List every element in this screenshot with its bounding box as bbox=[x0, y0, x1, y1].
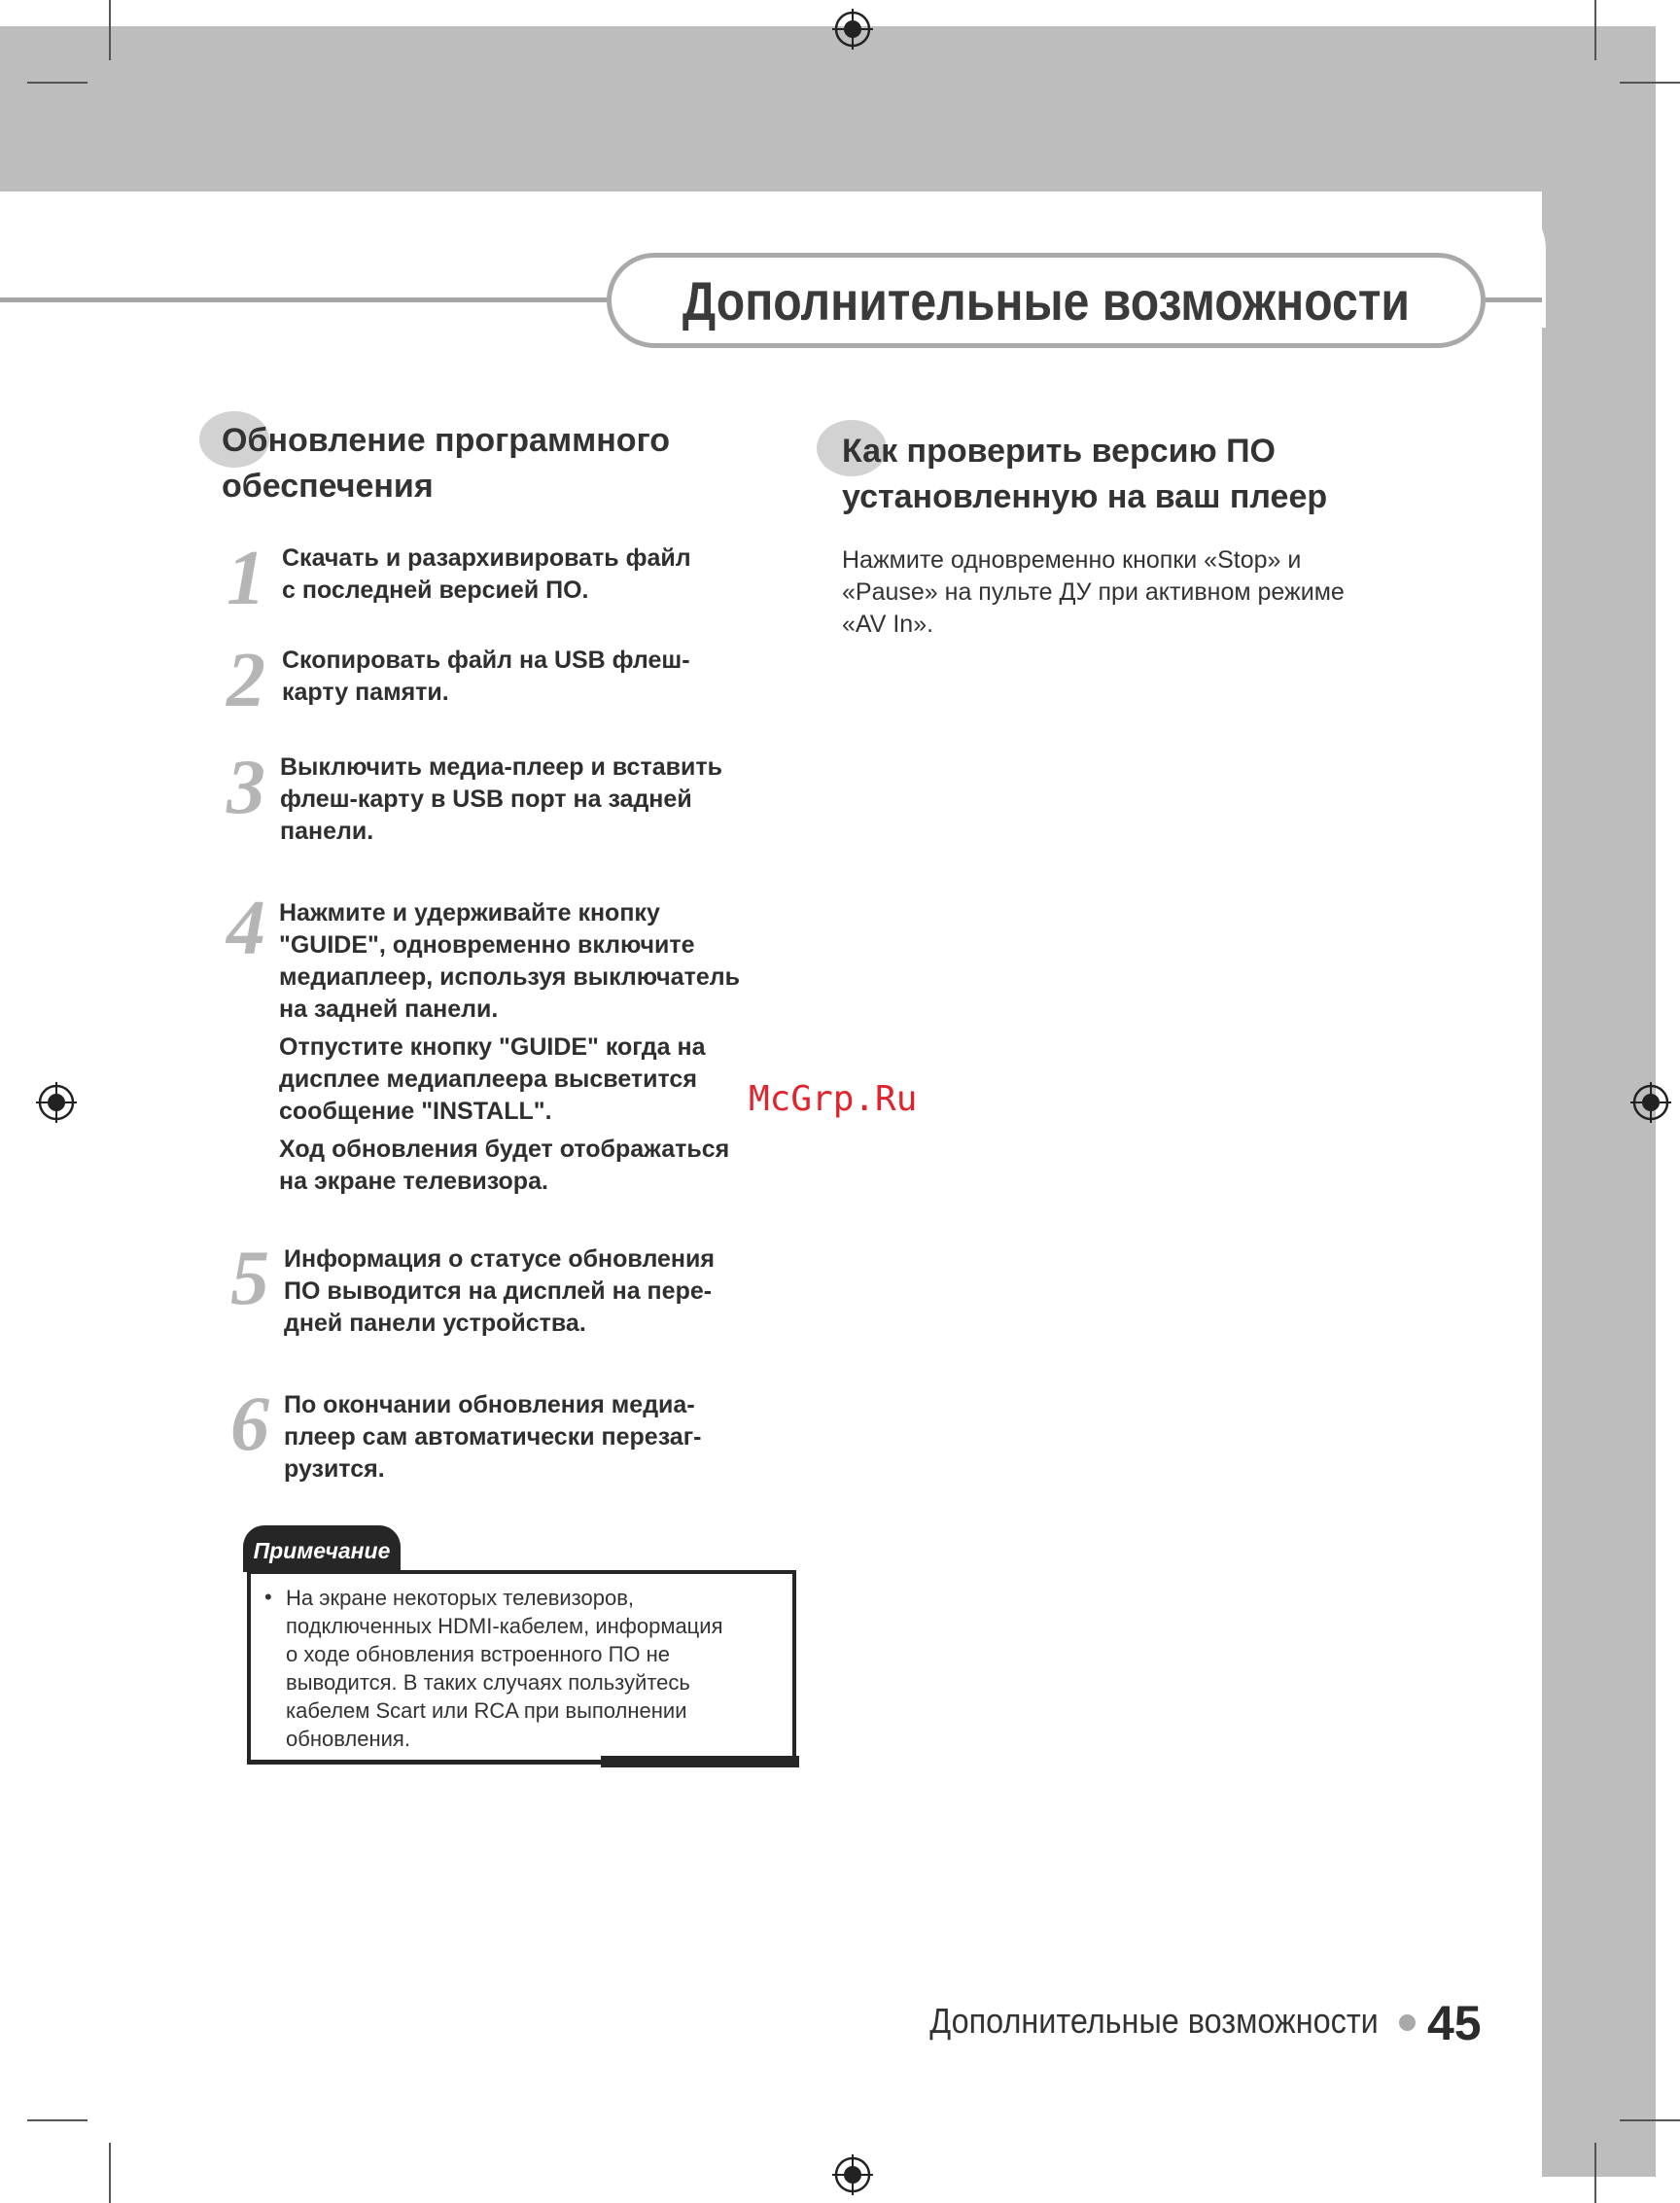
registration-mark-bottom-icon bbox=[832, 2154, 873, 2195]
step-number-2: 2 bbox=[227, 638, 265, 723]
step-4-text: Нажмите и удерживайте кнопку "GUIDE", одновременно включите медиаплеер, используя выключатель на задней панели. Отпустите кнопку "GUIDE" когда на дисплее медиаплеера высветится сообщение "INSTALL". Ход обновления будет отображаться на экране телевизора. bbox=[279, 899, 740, 1195]
crop-mark-top-right-h bbox=[1620, 82, 1680, 84]
section-title-version bbox=[842, 429, 1327, 520]
note-text: На экране некоторых телевизоров, подключенных HDMI-кабелем, информация о ходе обновления встроенного ПО не выводится. В таких случаях пользуйтесь кабелем Scart или RCA при выполнении обновления. bbox=[286, 1586, 723, 1751]
registration-mark-top-icon bbox=[832, 9, 873, 50]
crop-mark-bottom-left bbox=[109, 2143, 111, 2203]
crop-mark-top-right bbox=[1594, 0, 1596, 60]
version-instructions: Нажмите одновременно кнопки «Stop» и «Pause» на пульте ДУ при активном режиме «AV In». bbox=[842, 546, 1345, 638]
watermark: McGrp.Ru bbox=[749, 1079, 918, 1119]
section-title-update bbox=[222, 418, 670, 509]
step-number-6: 6 bbox=[230, 1381, 269, 1467]
note-bullet: • bbox=[264, 1585, 272, 1609]
crop-mark-bottom-left-h bbox=[27, 2119, 88, 2121]
footer-section-label: Дополнительные возможности bbox=[929, 2001, 1379, 2041]
step-6-text: По окончании обновления медиа- плеер сам автоматически перезаг- рузится. bbox=[284, 1391, 702, 1483]
crop-mark-bottom-right bbox=[1594, 2143, 1596, 2203]
note-box-accent bbox=[601, 1756, 799, 1767]
step-number-1: 1 bbox=[227, 536, 265, 621]
page-number: 45 bbox=[1427, 1996, 1482, 2050]
crop-mark-bottom-right-h bbox=[1620, 2119, 1680, 2121]
section-title-line: Как проверить версию ПО bbox=[842, 433, 1276, 470]
step-3-text: Выключить медиа-плеер и вставить флеш-карту в USB порт на задней панели. bbox=[280, 753, 722, 845]
step-number-4: 4 bbox=[227, 886, 265, 971]
footer-dot bbox=[1399, 2014, 1416, 2031]
section-title-line: Обновление программного bbox=[222, 422, 671, 459]
note-label: Примечание bbox=[243, 1525, 401, 1572]
page-title: Дополнительные возможности bbox=[682, 269, 1411, 332]
step-number-5: 5 bbox=[230, 1236, 269, 1321]
step-number-3: 3 bbox=[227, 745, 265, 830]
registration-mark-right-icon bbox=[1630, 1082, 1671, 1123]
title-rule-left bbox=[0, 297, 612, 302]
step-2-text: Скопировать файл на USB флеш- карту памяти. bbox=[282, 647, 690, 706]
title-rule-right bbox=[1483, 297, 1542, 302]
header-band bbox=[0, 26, 1656, 192]
section-title-line: установленную на ваш плеер bbox=[842, 478, 1328, 515]
crop-mark-top-left-h bbox=[27, 82, 88, 84]
step-1-text: Скачать и разархивировать файл с последней версией ПО. bbox=[282, 544, 691, 604]
crop-mark-top-left bbox=[109, 0, 111, 60]
registration-mark-left-icon bbox=[36, 1082, 77, 1123]
section-title-line: обеспечения bbox=[222, 468, 434, 505]
page-title-pill bbox=[607, 253, 1486, 348]
step-5-text: Информация о статусе обновления ПО выводится на дисплей на пере- дней панели устройства. bbox=[284, 1245, 715, 1337]
